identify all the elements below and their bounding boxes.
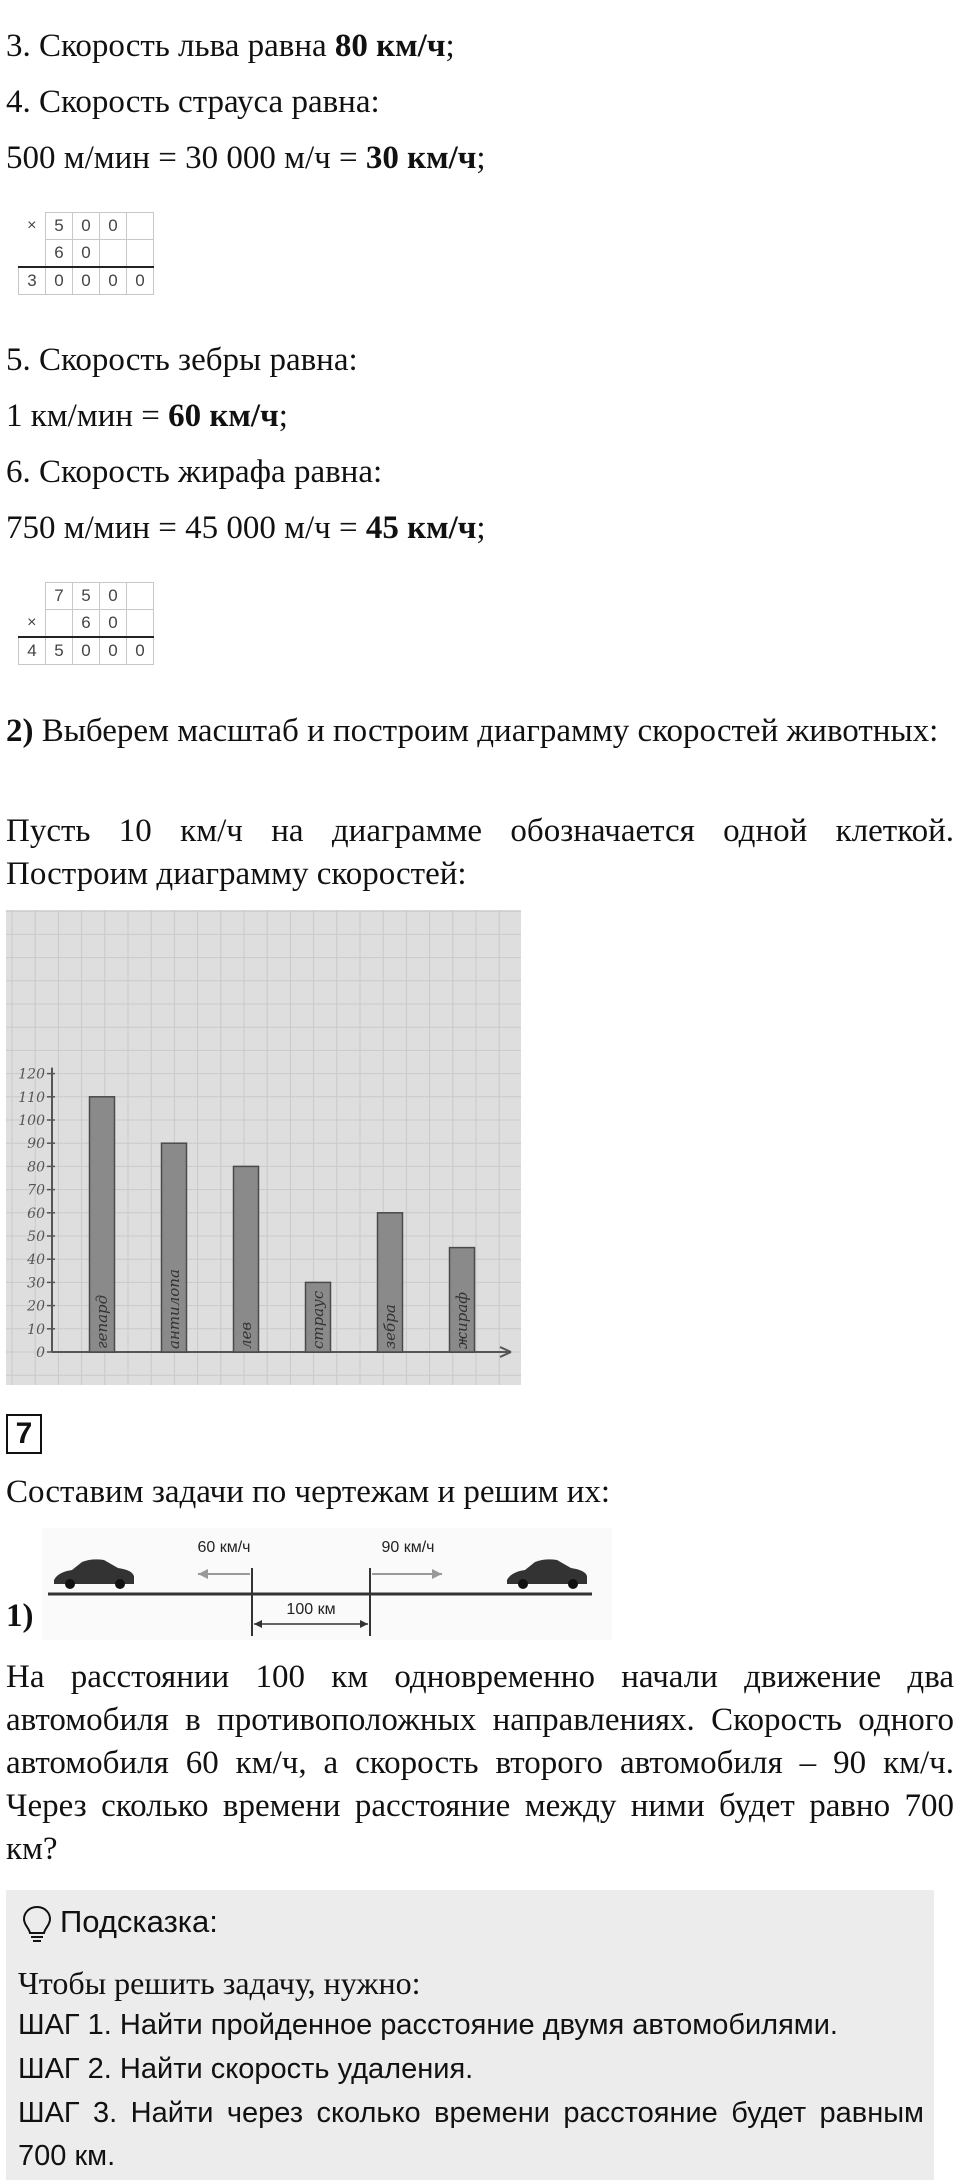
digit-cell [127, 240, 154, 268]
bar-label: лев [237, 1321, 255, 1349]
zebra-heading: 5. Скорость зебры равна: [6, 342, 358, 378]
giraffe-calc: 750 м/мин = 45 000 м/ч = 45 км/ч; [6, 510, 486, 546]
bar-label: гепард [93, 1294, 111, 1349]
lightbulb-icon [20, 1904, 54, 1944]
problem-text: На расстоянии 100 км одновременно начали движение два автомобиля в противоположных направлениях. Скорость одного автомобиля 60 км/ч, а скорость второго автомобиля – 90 км/ч. Через сколько времени расстояние между ними будет равно 700 км? [6, 1659, 954, 1867]
part2-paragraph: 2) Выберем масштаб и построим диаграмму скоростей животных: [6, 713, 939, 749]
y-tick-label: 110 [18, 1089, 45, 1106]
ostrich-calc: 500 м/мин = 30 000 м/ч = 30 км/ч; [6, 140, 486, 176]
digit-cell: 5 [46, 213, 73, 240]
digit-cell: 4 [19, 637, 46, 665]
y-tick-label: 70 [27, 1182, 45, 1199]
digit-cell: 0 [100, 637, 127, 665]
empty-cell [19, 583, 46, 610]
task7-intro: Составим задачи по чертежам и решим их: [6, 1474, 611, 1510]
distance-label: 100 км [286, 1601, 336, 1618]
digit-cell [46, 610, 73, 638]
drawing-label-1: 1) [6, 1598, 34, 1634]
empty-cell [19, 240, 46, 268]
y-tick-label: 20 [27, 1298, 45, 1315]
digit-cell: 3 [19, 267, 46, 295]
digit-cell [127, 213, 154, 240]
y-tick-label: 100 [18, 1113, 45, 1129]
y-tick-label: 30 [27, 1275, 45, 1292]
digit-cell: 0 [73, 267, 100, 295]
hint-step-3: ШАГ 3. Найти через сколько времени расстояние будет равным 700 км. [18, 2097, 924, 2172]
y-tick-label: 0 [36, 1345, 45, 1361]
digit-cell: 0 [73, 240, 100, 268]
multiplication-750x60 [18, 582, 154, 665]
y-tick-label: 80 [27, 1159, 45, 1176]
multiply-sign: × [27, 613, 37, 631]
y-tick-label: 120 [18, 1066, 45, 1083]
cars-drawing [42, 1528, 612, 1640]
task-number-badge: 7 [6, 1414, 42, 1454]
digit-cell: 0 [127, 267, 154, 295]
speed-bar-chart [6, 910, 521, 1385]
digit-cell: 5 [46, 637, 73, 665]
hint-title: Подсказка: [60, 1904, 218, 1939]
digit-cell: 0 [100, 213, 127, 240]
digit-cell: 6 [73, 610, 100, 638]
digit-cell [127, 610, 154, 638]
digit-cell: 0 [100, 267, 127, 295]
digit-cell: 0 [127, 637, 154, 665]
bar-label: жираф [453, 1292, 471, 1349]
digit-cell: 0 [100, 610, 127, 638]
y-tick-label: 50 [27, 1229, 45, 1245]
bar-label: страус [309, 1290, 327, 1349]
scale-paragraph: Пусть 10 км/ч на диаграмме обозначается одной клеткой. Построим диаграмму скоростей: [6, 813, 954, 892]
hint-step-1: ШАГ 1. Найти пройденное расстояние двумя автомобилями. [18, 2009, 838, 2041]
digit-cell: 7 [46, 583, 73, 610]
digit-cell: 0 [46, 267, 73, 295]
digit-cell: 0 [100, 583, 127, 610]
digit-cell: 5 [73, 583, 100, 610]
bar-label: антилопа [165, 1269, 183, 1349]
giraffe-heading: 6. Скорость жирафа равна: [6, 454, 383, 490]
y-tick-label: 60 [27, 1205, 45, 1222]
multiply-sign: × [27, 217, 37, 234]
lion-speed-line: 3. Скорость льва равна 80 км/ч; [6, 28, 455, 64]
digit-cell [100, 240, 127, 268]
ostrich-heading: 4. Скорость страуса равна: [6, 84, 380, 120]
bar-label: зебра [381, 1304, 399, 1349]
left-speed-label: 60 км/ч [197, 1539, 251, 1556]
digit-cell: 6 [46, 240, 73, 268]
multiplication-500x60 [18, 212, 154, 295]
digit-cell: 0 [73, 213, 100, 240]
y-tick-label: 90 [27, 1136, 45, 1153]
hint-intro: Чтобы решить задачу, нужно: [18, 1965, 421, 2001]
zebra-calc: 1 км/мин = 60 км/ч; [6, 398, 288, 434]
digit-cell [127, 583, 154, 610]
hint-step-2: ШАГ 2. Найти скорость удаления. [18, 2053, 474, 2085]
digit-cell: 0 [73, 637, 100, 665]
y-tick-label: 40 [27, 1252, 45, 1269]
right-speed-label: 90 км/ч [381, 1539, 435, 1556]
hint-box [6, 1890, 934, 2180]
y-tick-label: 10 [27, 1321, 45, 1338]
